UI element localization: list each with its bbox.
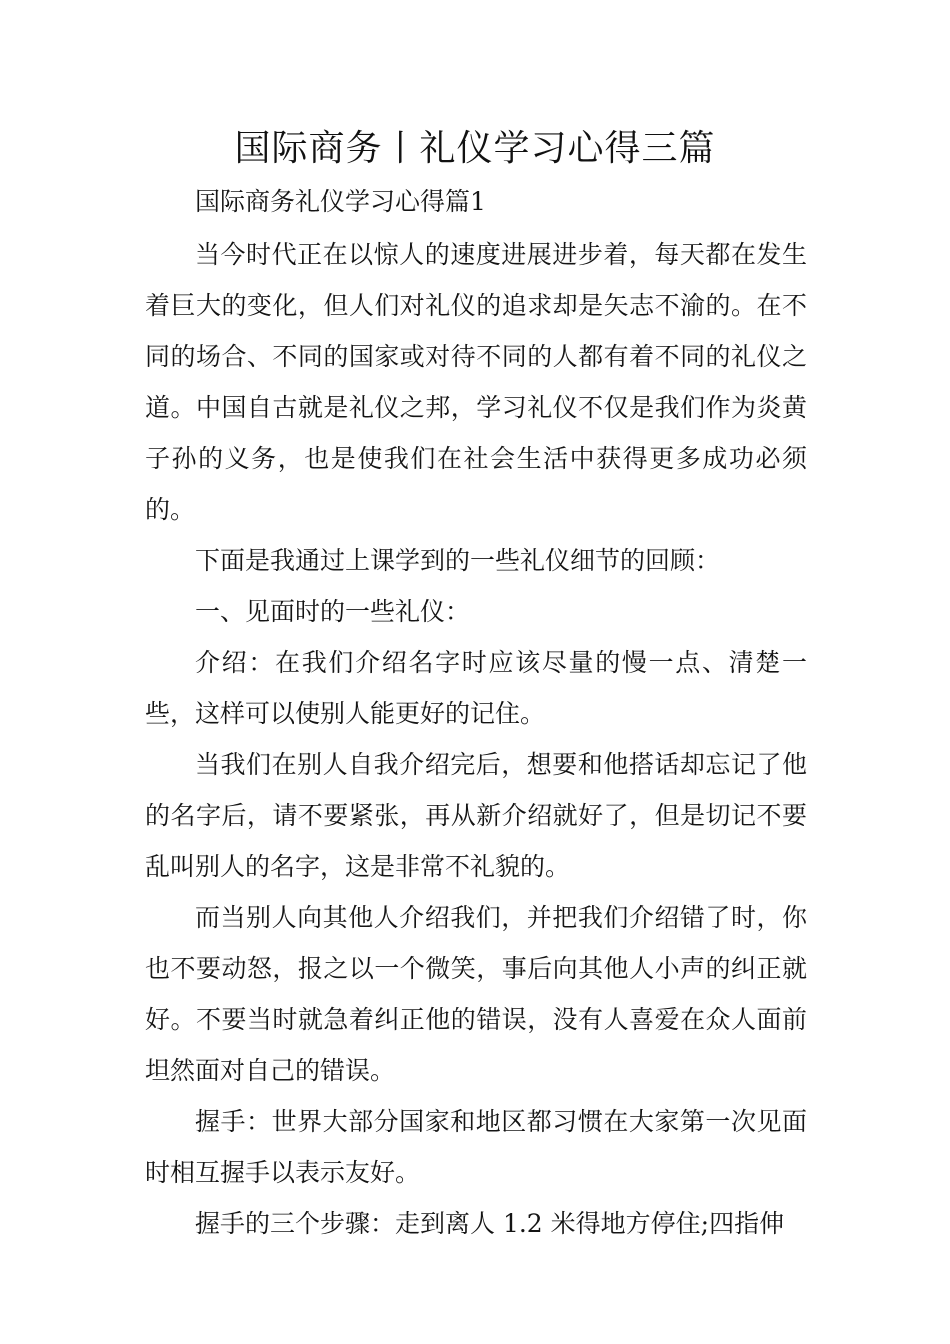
section-heading: 国际商务礼仪学习心得篇1 bbox=[195, 187, 486, 216]
paragraph: 握手的三个步骤：走到离人 1.2 米得地方停住;四指伸 bbox=[195, 1209, 785, 1238]
document-title: 国际商务丨礼仪学习心得三篇 bbox=[234, 128, 716, 169]
paragraph: 一、见面时的一些礼仪： bbox=[195, 597, 471, 626]
paragraph: 而当别人向其他人介绍我们，并把我们介绍错了时，你也不要动怒，报之以一个微笑，事后向其他人小声的纠正就好。不要当时就急着纠正他的错误，没有人喜爱在众人面前坦然面对自己的错误。 bbox=[145, 903, 807, 1085]
paragraph: 下面是我通过上课学到的一些礼仪细节的回顾： bbox=[195, 546, 721, 575]
paragraph: 当今时代正在以惊人的速度进展进步着，每天都在发生着巨大的变化，但人们对礼仪的追求却是矢志不渝的。在不同的场合、不同的国家或对待不同的人都有着不同的礼仪之道。中国自古就是礼仪之邦，学习礼仪不仅是我们作为炎黄子孙的义务，也是使我们在社会生活中获得更多成功必须的。 bbox=[145, 240, 807, 524]
document-body bbox=[145, 176, 807, 1249]
paragraph: 介绍：在我们介绍名字时应该尽量的慢一点、清楚一些，这样可以使别人能更好的记住。 bbox=[145, 648, 807, 728]
paragraph: 握手：世界大部分国家和地区都习惯在大家第一次见面时相互握手以表示友好。 bbox=[145, 1107, 807, 1187]
paragraph: 当我们在别人自我介绍完后，想要和他搭话却忘记了他的名字后，请不要紧张，再从新介绍就好了，但是切记不要乱叫别人的名字，这是非常不礼貌的。 bbox=[145, 750, 807, 881]
